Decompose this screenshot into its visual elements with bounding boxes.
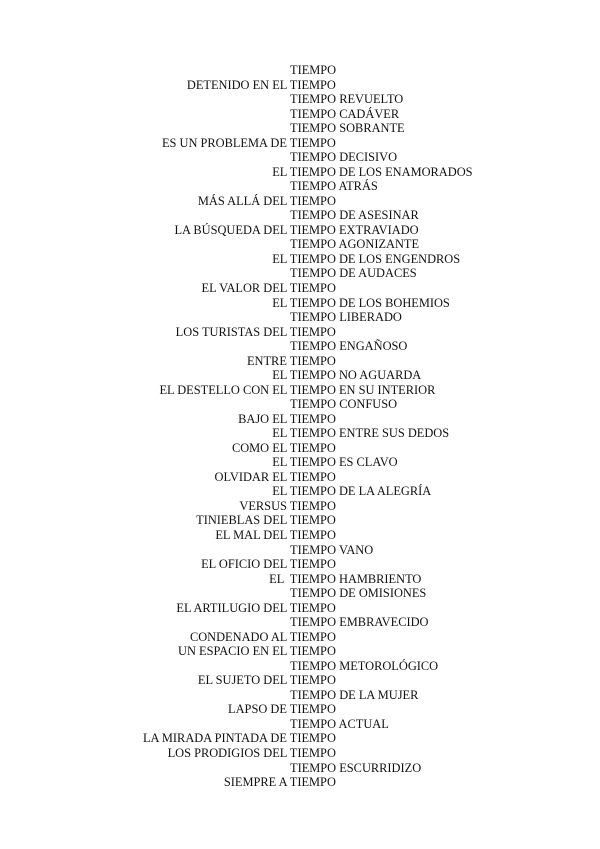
poem-line	[0, 179, 600, 194]
poem-line	[0, 441, 600, 456]
poem-line	[0, 194, 600, 209]
poem-line-text: ES UN PROBLEMA DE TIEMPO	[161, 135, 336, 150]
poem-line	[0, 702, 600, 717]
poem-line-text: LA MIRADA PINTADA DE TIEMPO	[142, 731, 336, 746]
poem-line-text: TIEMPO METOROLÓGICO	[290, 658, 439, 673]
poem-line	[0, 513, 600, 528]
poem-line	[0, 296, 600, 311]
poem-line	[0, 237, 600, 252]
poem-line-text: TINIEBLAS DEL TIEMPO	[196, 513, 336, 528]
poem-line-text: LOS PRODIGIOS DEL TIEMPO	[167, 745, 336, 760]
poem-line-text: EL TIEMPO ES CLAVO	[272, 455, 398, 470]
poem-line-text: TIEMPO DE ASESINAR	[290, 208, 419, 223]
poem-line	[0, 601, 600, 616]
poem-line	[0, 470, 600, 485]
poem-line	[0, 484, 600, 499]
poem-line	[0, 659, 600, 674]
poem-line	[0, 281, 600, 296]
poem-line	[0, 499, 600, 514]
poem-line-text: EL DESTELLO CON EL TIEMPO EN SU INTERIOR	[159, 382, 436, 397]
poem-line-text: EL ARTILUGIO DEL TIEMPO	[176, 600, 336, 615]
poem-line-text: EL SUJETO DEL TIEMPO	[197, 673, 336, 688]
poem-line	[0, 775, 600, 790]
poem-line	[0, 615, 600, 630]
poem-line	[0, 92, 600, 107]
poem-line	[0, 121, 600, 136]
poem-line-text: CONDENADO AL TIEMPO	[189, 629, 336, 644]
poem-line-text: TIEMPO DE OMISIONES	[290, 586, 427, 601]
poem-line	[0, 354, 600, 369]
poem-line-text: TIEMPO DE AUDACES	[290, 266, 417, 281]
poem-line	[0, 266, 600, 281]
poem-line-text: EL TIEMPO DE LOS ENAMORADOS	[272, 164, 473, 179]
poem-line-text: LOS TURISTAS DEL TIEMPO	[175, 324, 336, 339]
poem-line	[0, 688, 600, 703]
poem-line	[0, 325, 600, 340]
poem-line-text: TIEMPO VANO	[290, 542, 374, 557]
poem-line-text: LAPSO DE TIEMPO	[228, 702, 336, 717]
poem-line	[0, 383, 600, 398]
poem-line-text: TIEMPO ESCURRIDIZO	[290, 760, 422, 775]
poem-line-text: TIEMPO ATRÁS	[290, 179, 378, 194]
poem-line-text: EL TIEMPO DE LOS BOHEMIOS	[272, 295, 450, 310]
poem-line-text: TIEMPO ACTUAL	[290, 716, 389, 731]
poem-line-text: TIEMPO CONFUSO	[290, 397, 398, 412]
poem-line	[0, 557, 600, 572]
poem-line	[0, 252, 600, 267]
poem-line	[0, 630, 600, 645]
poem-line-text: TIEMPO AGONIZANTE	[290, 237, 420, 252]
poem-line	[0, 586, 600, 601]
poem-line	[0, 397, 600, 412]
poem-line-text: TIEMPO EMBRAVECIDO	[290, 615, 429, 630]
poem-line-text: TIEMPO SOBRANTE	[290, 121, 405, 136]
poem-line-text: EL OFICIO DEL TIEMPO	[201, 557, 336, 572]
poem-line-text: ENTRE TIEMPO	[246, 353, 336, 368]
poem-line-text: EL TIEMPO NO AGUARDA	[272, 368, 422, 383]
poem-line-text: UN ESPACIO EN EL TIEMPO	[178, 644, 336, 659]
poem-line	[0, 310, 600, 325]
poem-line-text: DETENIDO EN EL TIEMPO	[186, 77, 336, 92]
poem-line-text: TIEMPO DE LA MUJER	[290, 687, 419, 702]
poem-line	[0, 673, 600, 688]
poem-line	[0, 165, 600, 180]
poem-line-text: EL TIEMPO ENTRE SUS DEDOS	[272, 426, 450, 441]
poem-line-text: LA BÚSQUEDA DEL TIEMPO EXTRAVIADO	[174, 222, 419, 237]
poem-line-text: TIEMPO REVUELTO	[290, 92, 404, 107]
poem-line	[0, 543, 600, 558]
poem-line	[0, 717, 600, 732]
poem-line	[0, 731, 600, 746]
poem-line-text: COMO EL TIEMPO	[231, 440, 336, 455]
poem-line	[0, 150, 600, 165]
poem-line	[0, 63, 600, 78]
poem-line-text: EL TIEMPO DE LOS ENGENDROS	[272, 251, 461, 266]
poem-line-text: TIEMPO LIBERADO	[290, 310, 402, 325]
poem	[0, 63, 600, 790]
poem-line-text: TIEMPO	[290, 63, 337, 77]
poem-line	[0, 644, 600, 659]
poem-line	[0, 107, 600, 122]
poem-line-text: OLVIDAR EL TIEMPO	[214, 469, 336, 484]
poem-line-text: EL TIEMPO HAMBRIENTO	[269, 571, 422, 586]
poem-line	[0, 368, 600, 383]
poem-line	[0, 761, 600, 776]
poem-line-text: SIEMPRE A TIEMPO	[223, 775, 336, 790]
poem-line-text: VERSUS TIEMPO	[239, 498, 336, 513]
poem-line-text: TIEMPO DECISIVO	[290, 150, 398, 165]
poem-line	[0, 223, 600, 238]
poem-line	[0, 208, 600, 223]
poem-line-text: TIEMPO CADÁVER	[290, 106, 400, 121]
poem-line-text: BAJO EL TIEMPO	[238, 411, 336, 426]
poem-line	[0, 572, 600, 587]
poem-line	[0, 339, 600, 354]
poem-line-text: EL TIEMPO DE LA ALEGRÍA	[272, 484, 432, 499]
poem-line	[0, 528, 600, 543]
poem-line	[0, 412, 600, 427]
poem-line-text: EL MAL DEL TIEMPO	[215, 528, 336, 542]
poem-line-text: TIEMPO ENGAÑOSO	[290, 339, 408, 354]
poem-line	[0, 136, 600, 151]
poem-line	[0, 426, 600, 441]
poem-line	[0, 78, 600, 93]
poem-line-text: MÁS ALLÁ DEL TIEMPO	[197, 193, 336, 208]
poem-line	[0, 746, 600, 761]
poem-line	[0, 455, 600, 470]
poem-line-text: EL VALOR DEL TIEMPO	[201, 280, 336, 295]
